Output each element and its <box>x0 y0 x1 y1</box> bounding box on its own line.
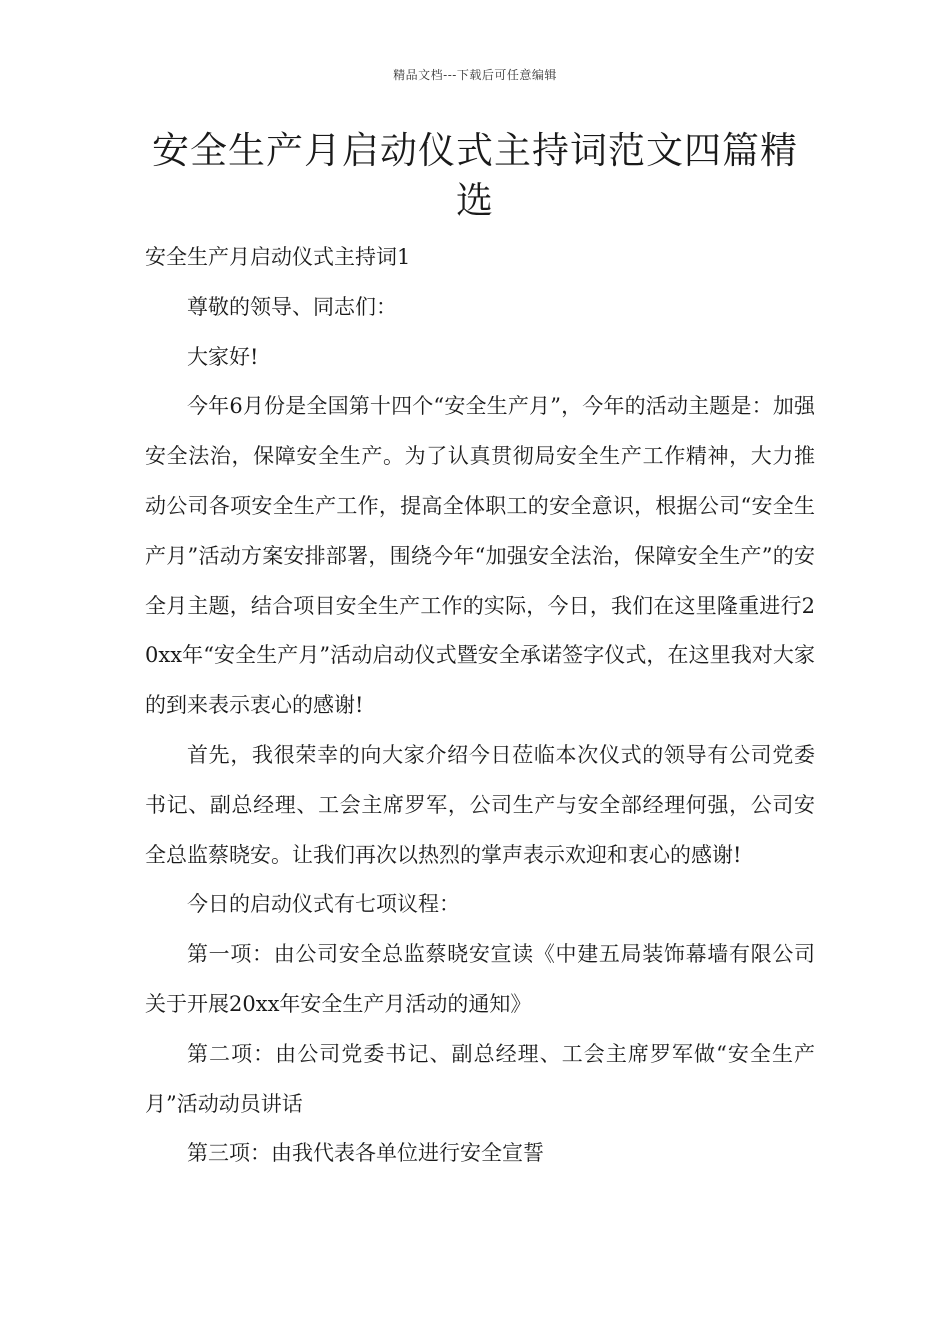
paragraph-intro: 今年6月份是全国第十四个“安全生产月”，今年的活动主题是：加强安全法治，保障安全生产。为了认真贯彻局安全生产工作精神，大力推动公司各项安全生产工作，提高全体职工的安全意识，根据公司“安全生产月”活动方案安排部署，围绕今年“加强安全法治，保障安全生产”的安全月主题，结合项目安全生产工作的实际，今日，我们在这里隆重进行20xx年“安全生产月”活动启动仪式暨安全承诺签字仪式，在这里我对大家的到来表示衷心的感谢! <box>145 394 815 718</box>
paragraph-agenda-item-1: 第一项：由公司安全总监蔡晓安宣读《中建五局装饰幕墙有限公司关于开展20xx年安全生产月活动的通知》 <box>145 942 815 1016</box>
section-heading: 安全生产月启动仪式主持词1 <box>145 245 411 269</box>
document-body <box>145 233 815 1179</box>
page-header-note: 精品文档---下载后可任意编辑 <box>393 68 557 82</box>
document-title: 安全生产月启动仪式主持词范文四篇精选 <box>152 129 798 222</box>
paragraph-agenda-item-2: 第二项：由公司党委书记、副总经理、工会主席罗军做“安全生产月”活动动员讲话 <box>145 1041 815 1116</box>
paragraph-salutation: 尊敬的领导、同志们： <box>187 294 397 319</box>
paragraph-agenda-intro: 今日的启动仪式有七项议程： <box>187 892 460 917</box>
paragraph-guests: 首先，我很荣幸的向大家介绍今日莅临本次仪式的领导有公司党委书记、副总经理、工会主席罗军，公司生产与安全部经理何强，公司安全总监蔡晓安。让我们再次以热烈的掌声表示欢迎和衷心的感谢! <box>145 742 815 867</box>
paragraph-greeting: 大家好! <box>187 344 259 369</box>
paragraph-agenda-item-3: 第三项：由我代表各单位进行安全宣誓 <box>187 1141 544 1166</box>
